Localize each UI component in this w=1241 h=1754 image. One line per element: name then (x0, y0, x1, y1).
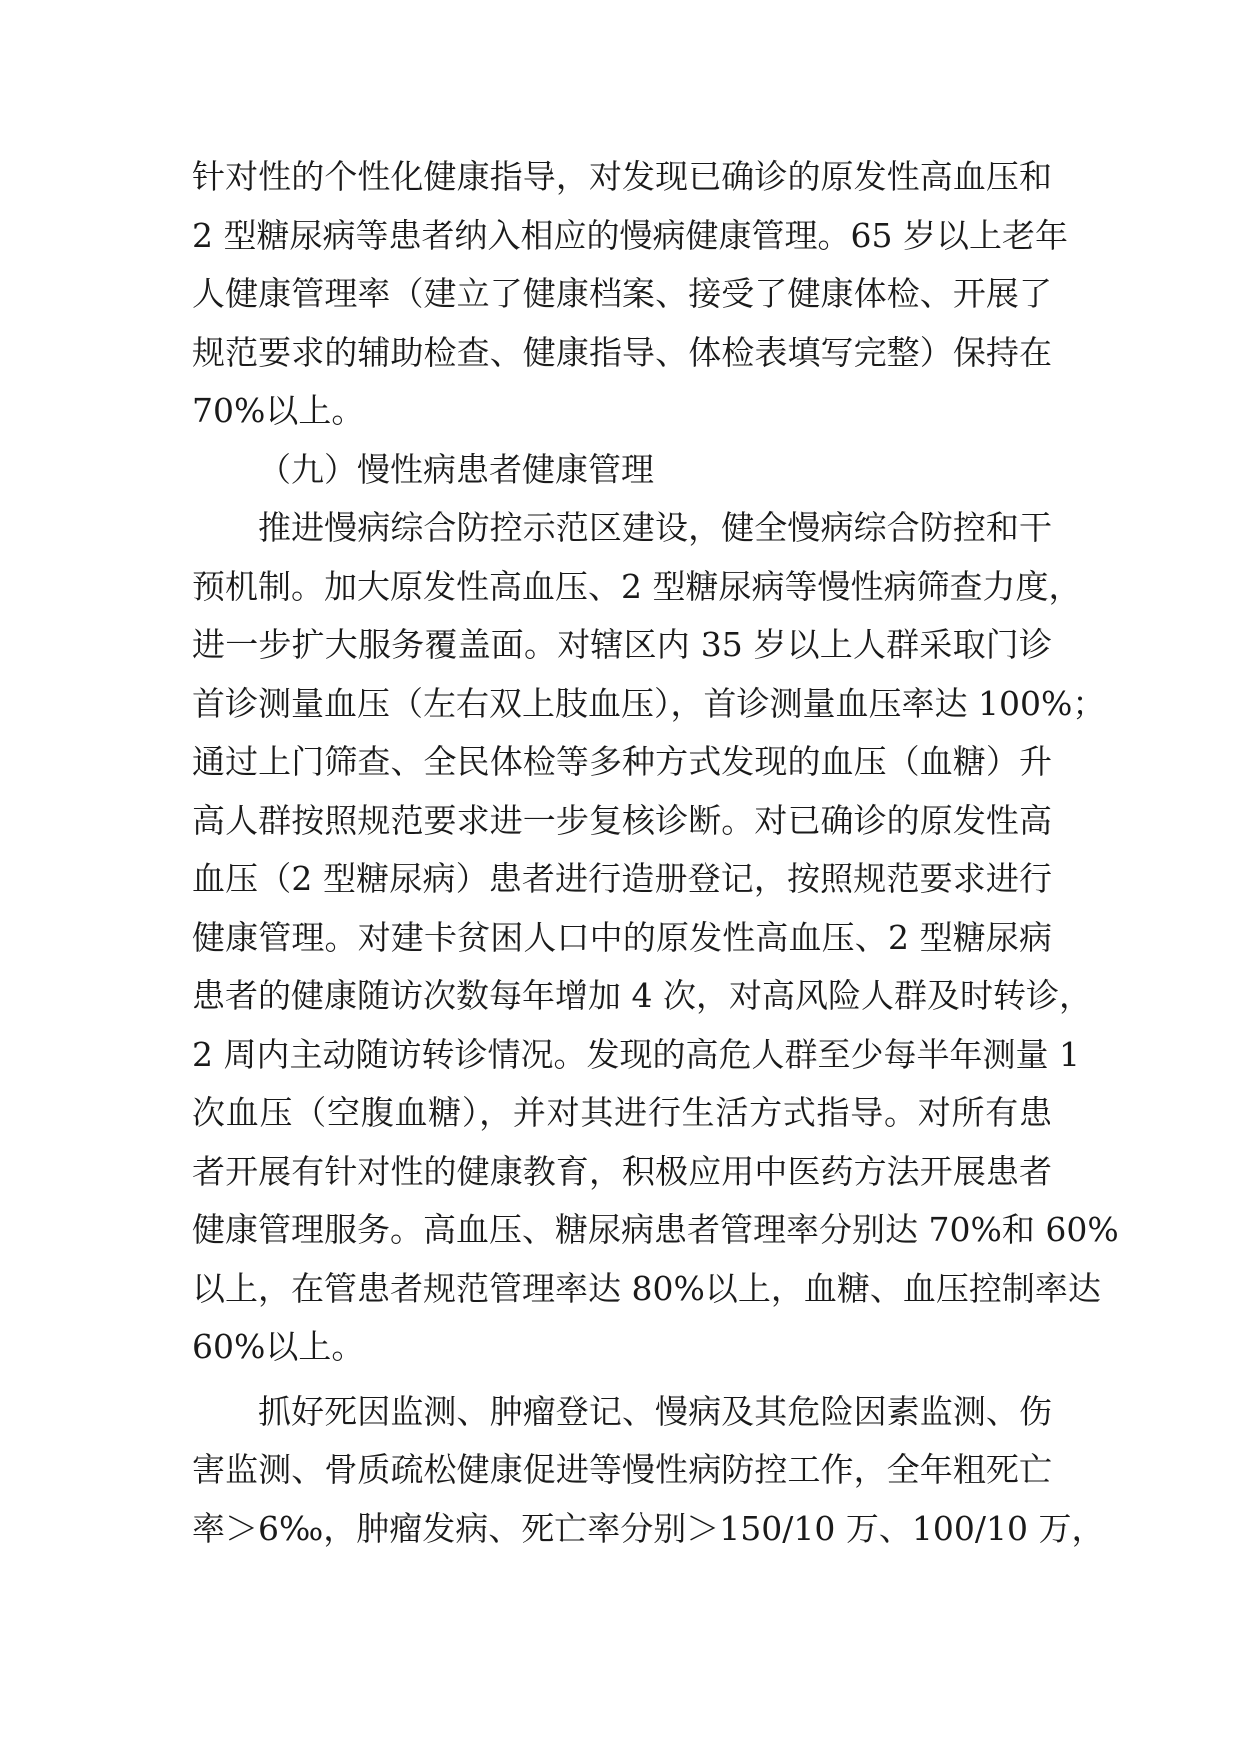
paragraph-monitoring (192, 1383, 1105, 1559)
section-heading (192, 441, 1052, 500)
text-line: 70%以上。 (192, 391, 365, 430)
text-line: 健康管理。对建卡贫困人口中的原发性高血压、2 型糖尿病 (192, 917, 1052, 957)
text-line: 率＞6‰，肿瘤发病、死亡率分别＞150/10 万、100/10 万， (192, 1508, 1105, 1548)
text-line: 首诊测量血压（左右双上肢血压），首诊测量血压率达 100%； (192, 683, 1106, 723)
section-heading-text: （九）慢性病患者健康管理 (258, 449, 654, 489)
text-line: 害监测、骨质疏松健康促进等慢性病防控工作，全年粗死亡 (192, 1450, 1052, 1489)
text-line: 高人群按照规范要求进一步复核诊断。对已确诊的原发性高 (192, 800, 1052, 840)
text-line: 抓好死因监测、肿瘤登记、慢病及其危险因素监测、伤 (258, 1391, 1052, 1431)
text-line: 2 周内主动随访转诊情况。发现的高危人群至少每半年测量 1 (192, 1034, 1080, 1074)
text-line: 次血压（空腹血糖），并对其进行生活方式指导。对所有患 (192, 1093, 1052, 1132)
paragraph-elderly-health (192, 148, 1068, 441)
text-line: 者开展有针对性的健康教育，积极应用中医药方法开展患者 (192, 1151, 1052, 1191)
paragraph-chronic-disease (192, 499, 1119, 1377)
text-line: 60%以上。 (192, 1327, 365, 1366)
text-line: 人健康管理率（建立了健康档案、接受了健康体检、开展了 (192, 274, 1052, 313)
text-line: 健康管理服务。高血压、糖尿病患者管理率分别达 70%和 60% (192, 1210, 1119, 1249)
text-line: 以上，在管患者规范管理率达 80%以上，血糖、血压控制率达 (192, 1268, 1101, 1308)
text-line: 血压（2 型糖尿病）患者进行造册登记，按照规范要求进行 (192, 859, 1052, 898)
text-line: 进一步扩大服务覆盖面。对辖区内 35 岁以上人群采取门诊 (192, 625, 1052, 664)
text-line: 通过上门筛查、全民体检等多种方式发现的血压（血糖）升 (192, 742, 1052, 781)
text-line: 预机制。加大原发性高血压、2 型糖尿病等慢性病筛查力度， (192, 566, 1082, 606)
text-line: 推进慢病综合防控示范区建设，健全慢病综合防控和干 (258, 508, 1052, 547)
text-line: 2 型糖尿病等患者纳入相应的慢病健康管理。65 岁以上老年 (192, 215, 1068, 255)
text-line: 针对性的个性化健康指导，对发现已确诊的原发性高血压和 (192, 157, 1052, 196)
text-line: 规范要求的辅助检查、健康指导、体检表填写完整）保持在 (192, 332, 1052, 372)
text-line: 患者的健康随访次数每年增加 4 次，对高风险人群及时转诊， (192, 976, 1092, 1015)
document-body (192, 148, 1119, 1558)
